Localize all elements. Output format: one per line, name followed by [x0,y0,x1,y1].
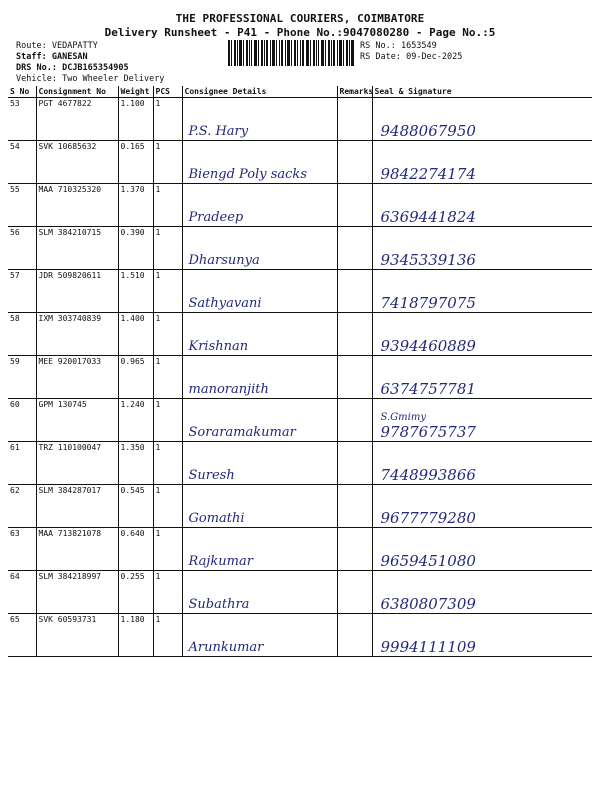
seal-mark: S.Gmimy [380,412,426,423]
vehicle-value: Two Wheeler Delivery [62,74,165,84]
cell-weight: 1.510 [118,270,153,313]
handwritten-signature: 7418797075 [380,294,476,312]
cell-weight: 1.180 [118,614,153,657]
cell-seal-signature [372,184,592,227]
cell-sno: 53 [8,98,36,141]
cell-seal-signature [372,485,592,528]
route-label: Route: [16,41,47,51]
staff-label: Staff: [16,52,47,62]
cell-pcs: 1 [153,270,182,313]
table-row [8,227,592,270]
staff-value: GANESAN [51,52,88,62]
col-header-consignment: Consignment No [36,86,118,98]
cell-consignee-name: Pradeep [182,184,337,227]
cell-sno: 59 [8,356,36,399]
cell-remarks [337,442,372,485]
cell-weight: 0.640 [118,528,153,571]
col-header-sno: S No [8,86,36,98]
table-row [8,270,592,313]
cell-pcs: 1 [153,98,182,141]
cell-pcs: 1 [153,442,182,485]
cell-seal-signature [372,442,592,485]
cell-consignee-name: manoranjith [182,356,337,399]
cell-weight: 0.165 [118,141,153,184]
rs-date-line [360,52,462,62]
drs-line [16,63,129,73]
cell-pcs: 1 [153,571,182,614]
table-row [8,485,592,528]
cell-seal-signature [372,571,592,614]
col-header-weight: Weight [118,86,153,98]
cell-sno: 63 [8,528,36,571]
cell-remarks [337,356,372,399]
cell-remarks [337,571,372,614]
cell-remarks [337,399,372,442]
cell-consignee-name: Biengd Poly sacks [182,141,337,184]
cell-sno: 55 [8,184,36,227]
cell-seal-signature [372,313,592,356]
cell-consignment-no: PGT 4677822 [36,98,118,141]
cell-sno: 62 [8,485,36,528]
table-row [8,571,592,614]
cell-remarks [337,270,372,313]
cell-sno: 60 [8,399,36,442]
cell-seal-signature [372,227,592,270]
handwritten-signature: 9842274174 [380,165,476,183]
col-header-seal-signature: Seal & Signature [372,86,592,98]
cell-remarks [337,184,372,227]
cell-pcs: 1 [153,184,182,227]
col-header-consignee: Consignee Details [182,86,337,98]
handwritten-signature: 6374757781 [380,380,476,398]
handwritten-signature: 6380807309 [380,595,476,613]
cell-consignee-name: Sathyavani [182,270,337,313]
handwritten-signature: 9488067950 [380,122,476,140]
handwritten-signature: 7448993866 [380,466,476,484]
cell-pcs: 1 [153,528,182,571]
cell-consignee-name: Suresh [182,442,337,485]
cell-consignee-name: Krishnan [182,313,337,356]
handwritten-signature: 9677779280 [380,509,476,527]
col-header-remarks: Remarks [337,86,372,98]
cell-weight: 0.255 [118,571,153,614]
cell-sno: 54 [8,141,36,184]
table-row [8,528,592,571]
cell-consignee-name: Gomathi [182,485,337,528]
cell-consignee-name: Dharsunya [182,227,337,270]
handwritten-signature: 9659451080 [380,552,476,570]
cell-consignment-no: IXM 303740839 [36,313,118,356]
cell-sno: 56 [8,227,36,270]
cell-pcs: 1 [153,485,182,528]
handwritten-signature: 9787675737 [380,423,476,441]
cell-consignment-no: MAA 713821078 [36,528,118,571]
table-body [8,98,592,657]
vehicle-label: Vehicle: [16,74,57,84]
cell-consignee-name: Arunkumar [182,614,337,657]
cell-weight: 1.400 [118,313,153,356]
cell-consignment-no: SLM 384287017 [36,485,118,528]
rs-no-value: 1653549 [400,41,437,51]
cell-consignee-name: Soraramakumar [182,399,337,442]
runsheet-subtitle: Delivery Runsheet - P41 - Phone No.:9047080280 - Page No.:5 [104,26,496,39]
cell-sno: 65 [8,614,36,657]
cell-seal-signature [372,141,592,184]
cell-weight: 1.100 [118,98,153,141]
cell-weight: 0.965 [118,356,153,399]
cell-weight: 1.240 [118,399,153,442]
cell-seal-signature [372,528,592,571]
handwritten-signature: 6369441824 [380,208,476,226]
drs-value: DCJB165354905 [62,63,129,73]
col-header-pcs: PCS [153,86,182,98]
cell-seal-signature [372,270,592,313]
cell-pcs: 1 [153,141,182,184]
cell-weight: 0.545 [118,485,153,528]
cell-sno: 61 [8,442,36,485]
route-line [16,41,98,51]
cell-consignment-no: GPM 130745 [36,399,118,442]
table-header-row [8,86,592,98]
handwritten-signature: 9994111109 [380,638,476,656]
cell-sno: 57 [8,270,36,313]
route-value: VEDAPATTY [51,41,98,51]
cell-seal-signature [372,614,592,657]
cell-seal-signature [372,356,592,399]
cell-remarks [337,313,372,356]
cell-pcs: 1 [153,399,182,442]
delivery-runsheet-table [8,86,592,657]
rs-no-label: RS No.: [360,41,396,51]
cell-pcs: 1 [153,356,182,399]
cell-consignment-no: SVK 60593731 [36,614,118,657]
cell-consignee-name: Rajkumar [182,528,337,571]
barcode-image [228,40,354,66]
table-row [8,356,592,399]
cell-consignment-no: SLM 384218997 [36,571,118,614]
cell-pcs: 1 [153,313,182,356]
vehicle-line [16,74,164,84]
staff-line [16,52,88,62]
cell-pcs: 1 [153,227,182,270]
cell-seal-signature [372,98,592,141]
table-row [8,442,592,485]
rs-date-value: 09-Dec-2025 [406,52,463,62]
cell-remarks [337,98,372,141]
cell-pcs: 1 [153,614,182,657]
handwritten-signature: 9345339136 [380,251,476,269]
cell-consignment-no: MEE 920017033 [36,356,118,399]
cell-consignee-name: P.S. Hary [182,98,337,141]
cell-consignment-no: SVK 10685632 [36,141,118,184]
table-row [8,399,592,442]
cell-remarks [337,141,372,184]
cell-sno: 64 [8,571,36,614]
cell-weight: 0.390 [118,227,153,270]
table-row [8,313,592,356]
cell-seal-signature [372,399,592,442]
cell-remarks [337,227,372,270]
cell-consignment-no: JDR 509820611 [36,270,118,313]
table-row [8,184,592,227]
cell-consignment-no: MAA 710325320 [36,184,118,227]
cell-consignment-no: TRZ 110100047 [36,442,118,485]
cell-sno: 58 [8,313,36,356]
rs-no-line [360,41,437,51]
drs-label: DRS No.: [16,63,57,73]
handwritten-signature: 9394460889 [380,337,476,355]
cell-remarks [337,614,372,657]
cell-weight: 1.370 [118,184,153,227]
rs-date-label: RS Date: [360,52,401,62]
cell-consignment-no: SLM 384210715 [36,227,118,270]
runsheet-company-title: THE PROFESSIONAL COURIERS, COIMBATORE [175,12,425,25]
table-row [8,98,592,141]
cell-weight: 1.350 [118,442,153,485]
cell-remarks [337,528,372,571]
cell-consignee-name: Subathra [182,571,337,614]
table-row [8,614,592,657]
cell-remarks [337,485,372,528]
table-row [8,141,592,184]
